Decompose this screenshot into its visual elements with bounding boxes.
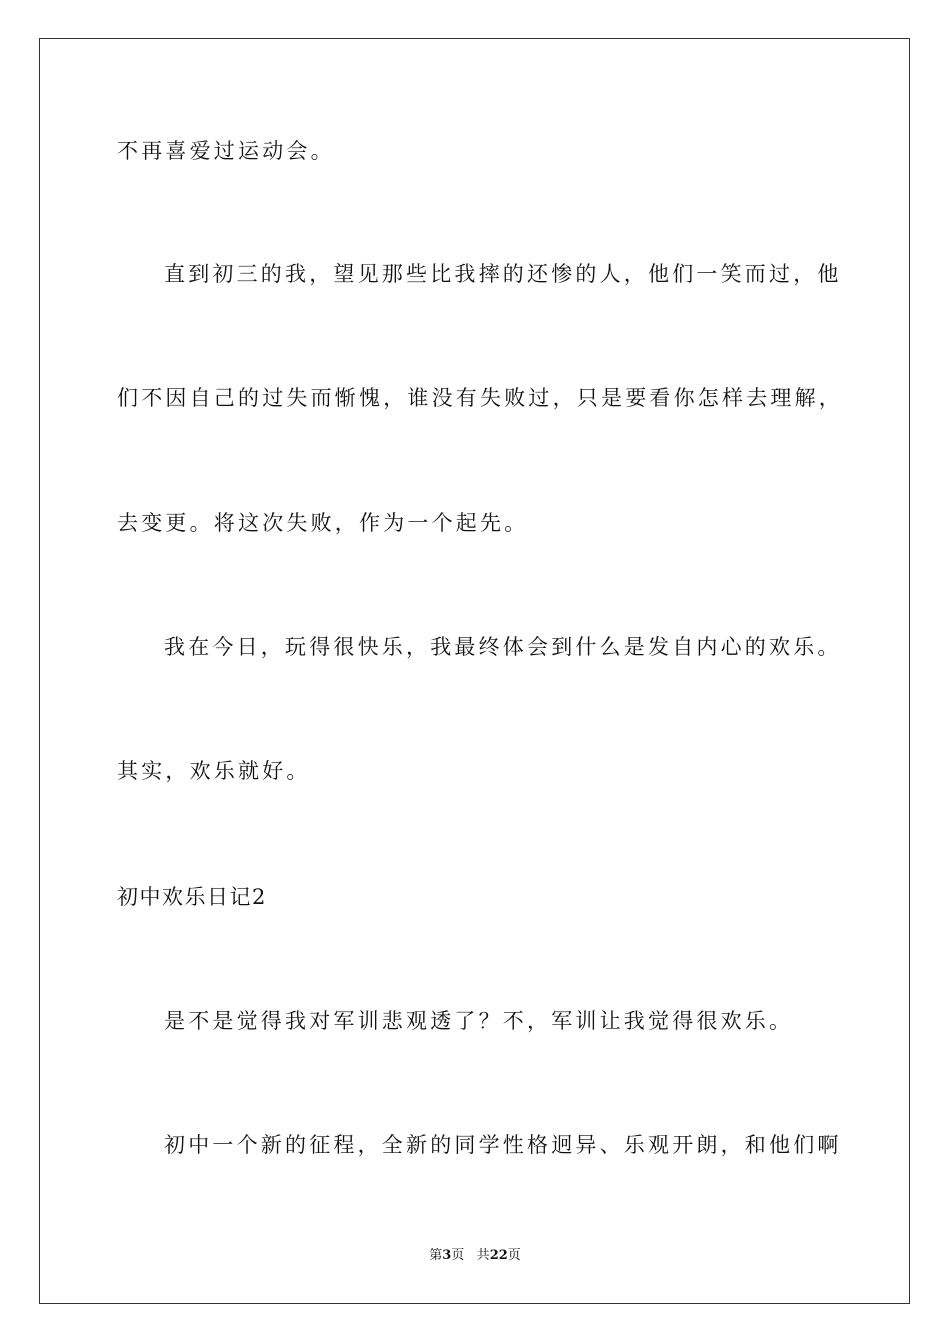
page-prefix: 第 [429, 1248, 443, 1263]
total-suffix: 页 [507, 1248, 521, 1263]
section-heading: 初中欢乐日记2 [117, 885, 267, 909]
page-footer [0, 1247, 950, 1265]
body-line-4: 去变更。将这次失败，作为一个起先。 [117, 511, 529, 535]
body-line-6: 其实，欢乐就好。 [117, 759, 311, 783]
body-line-5: 我在今日，玩得很快乐，我最终体会到什么是发自内心的欢乐。 [164, 635, 842, 659]
body-line-3: 们不因自己的过失而惭愧，谁没有失败过，只是要看你怎样去理解， [117, 386, 843, 410]
current-page-number: 3 [442, 1248, 452, 1263]
body-line-1: 不再喜爱过运动会。 [117, 139, 335, 163]
body-line-7: 是不是觉得我对军训悲观透了？不，军训让我觉得很欢乐。 [164, 1009, 794, 1033]
total-prefix: 共 [476, 1248, 490, 1263]
total-pages-number: 22 [489, 1248, 508, 1263]
page-border [39, 38, 910, 1304]
body-line-2: 直到初三的我，望见那些比我摔的还惨的人，他们一笑而过，他 [164, 262, 842, 286]
page-suffix: 页 [451, 1248, 465, 1263]
body-line-8: 初中一个新的征程，全新的同学性格迥异、乐观开朗，和他们啊 [164, 1133, 842, 1157]
